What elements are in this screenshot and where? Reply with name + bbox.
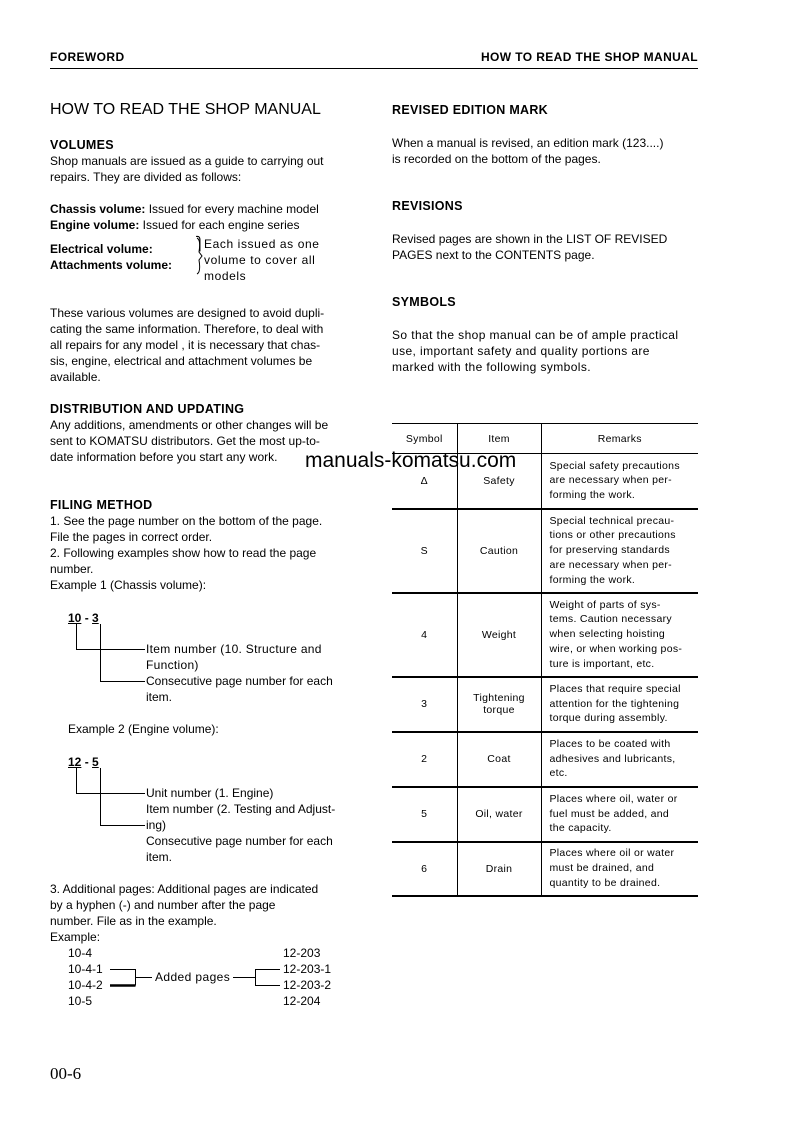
text-line: forming the work. — [549, 489, 636, 502]
text-line: marked with the following symbols. — [392, 360, 592, 374]
text-line: Places where oil, water or — [549, 792, 678, 805]
text-line: Safety — [483, 474, 515, 487]
example2-unit: 12 — [68, 755, 82, 769]
text-line: are necessary when per- — [549, 558, 672, 571]
text-line: 10-4-1 — [68, 962, 103, 976]
remarks-cell — [541, 787, 698, 842]
text-line: date information before you start any work. — [50, 450, 278, 464]
header-remarks: Remarks — [541, 424, 698, 454]
text-line: Weight of parts of sys- — [549, 598, 661, 611]
symbol-cell: 6 — [421, 862, 428, 875]
filing-heading: FILING METHOD — [50, 498, 153, 512]
text-line: for preserving standards — [549, 544, 670, 557]
brace-icon: ⎫ — [195, 237, 205, 252]
table-row — [392, 732, 698, 787]
text-line: Item number (2. Testing and Adjust- — [146, 802, 336, 816]
example1-page: 3 — [92, 611, 99, 625]
text-line: File the pages in correct order. — [50, 530, 213, 544]
table-row — [392, 842, 698, 896]
text-line: Tightening — [473, 692, 525, 704]
text-line: all repairs for any model , it is necessary that chas- — [50, 338, 321, 352]
text-line: Places that require special — [549, 682, 681, 695]
text-line: Shop manuals are issued as a guide to carrying out — [50, 154, 324, 168]
text-line: Special technical precau- — [549, 514, 675, 527]
text-line: Function) — [146, 658, 199, 672]
symbols-table — [392, 423, 698, 897]
watermark: manuals-komatsu.com — [305, 449, 517, 472]
revised-heading: REVISED EDITION MARK — [392, 103, 549, 117]
item-cell — [457, 732, 541, 787]
header-manual-title: HOW TO READ THE SHOP MANUAL — [480, 50, 698, 64]
symbol-cell: 4 — [421, 628, 428, 641]
header-item: Item — [457, 424, 541, 454]
header-symbol: Symbol — [405, 432, 443, 445]
symbols-text — [392, 327, 698, 375]
text-line: repairs. They are divided as follows: — [50, 170, 242, 184]
text-line: Places where oil or water — [549, 847, 675, 860]
remarks-cell — [541, 593, 698, 677]
text-line: Example: — [50, 930, 101, 944]
distribution-heading: DISTRIBUTION AND UPDATING — [50, 402, 245, 416]
symbols-heading: SYMBOLS — [392, 295, 456, 309]
connector-line — [101, 624, 146, 682]
item-cell — [457, 593, 541, 677]
text-line: Consecutive page number for each — [146, 674, 333, 688]
remarks-cell — [541, 454, 698, 509]
connector-line — [101, 768, 146, 826]
connector-line — [256, 970, 281, 986]
text-line: cating the same information. Therefore, to deal with — [50, 322, 324, 336]
text-line: sis, engine, electrical and attachment volumes be — [50, 354, 313, 368]
text-line: sent to KOMATSU distributors. Get the most up-to- — [50, 434, 320, 448]
remarks-cell — [541, 677, 698, 732]
text-line: volume to cover all — [204, 253, 316, 267]
text-line: forming the work. — [549, 573, 636, 586]
text-line: 1. See the page number on the bottom of the page. — [50, 514, 323, 528]
text-line: the capacity. — [549, 822, 612, 835]
text-line: available. — [50, 370, 101, 384]
text-line: is recorded on the bottom of the pages. — [392, 152, 601, 166]
revised-text — [392, 135, 698, 167]
item-cell — [457, 509, 541, 593]
page-number: 00-6 — [50, 1064, 82, 1083]
text-line: Consecutive page number for each — [146, 834, 333, 848]
text-line: Any additions, amendments or other changes will be — [50, 418, 329, 432]
text-line: wire, or when working pos- — [549, 642, 683, 655]
added-pages-label: Added pages — [155, 970, 231, 984]
table-row — [392, 677, 698, 732]
symbol-cell: 2 — [421, 753, 428, 765]
text-line: attention for the tightening — [549, 697, 680, 710]
table-row — [392, 509, 698, 593]
text-line: Places to be coated with — [549, 737, 671, 750]
text-line: 12-204 — [283, 994, 321, 1008]
text-line: 10-4 — [68, 946, 93, 960]
text-line: use, important safety and quality portions are — [392, 344, 650, 358]
symbol-cell: 5 — [421, 808, 428, 820]
text-line: Weight — [481, 628, 517, 641]
text-line: Each issued as one — [204, 237, 320, 251]
text-line: item. — [146, 690, 173, 704]
item-cell — [457, 842, 541, 896]
attachments-label: Attachments volume: — [50, 258, 173, 272]
text-line: Coat — [487, 753, 511, 765]
example2-sep: - — [81, 755, 93, 769]
text-line: 12-203 — [283, 946, 321, 960]
text-line: 12-203-2 — [283, 978, 332, 992]
symbol-cell: S — [420, 544, 428, 557]
text-line: 12-203-1 — [283, 962, 332, 976]
text-line: must be drained, and — [549, 862, 655, 875]
text-line: models — [204, 269, 247, 283]
connector-line — [77, 624, 146, 650]
text-line: tems. Caution necessary — [549, 613, 672, 626]
symbol-cell: 3 — [421, 698, 428, 710]
connector-line — [77, 768, 146, 794]
text-line: by a hyphen (-) and number after the page — [50, 898, 276, 912]
text-line: tions or other precautions — [549, 529, 676, 542]
example1-sep: - — [81, 611, 93, 625]
remarks-cell — [541, 509, 698, 593]
symbol-cell: Δ — [420, 474, 428, 487]
volumes-heading: VOLUMES — [50, 138, 114, 152]
text-line: 10-5 — [68, 994, 93, 1008]
text-line: number. File as in the example. — [50, 914, 217, 928]
text-line: Example 1 (Chassis volume): — [50, 578, 207, 592]
text-line: Drain — [485, 862, 513, 875]
example2-label: Example 2 (Engine volume): — [68, 722, 219, 736]
text-line: quantity to be drained. — [549, 876, 661, 889]
table-row — [392, 787, 698, 842]
text-line: fuel must be added, and — [549, 807, 670, 820]
text-line: are necessary when per- — [549, 474, 672, 487]
page-title: HOW TO READ THE SHOP MANUAL — [50, 101, 321, 118]
text-line: Special safety precautions — [549, 459, 680, 472]
text-line: torque during assembly. — [549, 712, 668, 725]
example1-item: 10 — [68, 611, 82, 625]
text-line: 3. Additional pages: Additional pages are indicated — [50, 882, 319, 896]
remarks-cell — [541, 842, 698, 896]
header-section-label: FOREWORD — [50, 50, 125, 64]
example2-page: 5 — [92, 755, 99, 769]
revisions-heading: REVISIONS — [392, 199, 463, 213]
engine-text: Issued for each engine series — [139, 218, 300, 232]
table-row — [392, 593, 698, 677]
revisions-text — [392, 231, 698, 263]
text-line: Revised pages are shown in the LIST OF REVISED — [392, 232, 668, 246]
text-line: when selecting hoisting — [549, 628, 665, 641]
text-line: So that the shop manual can be of ample practical — [392, 328, 679, 342]
engine-label: Engine volume: — [50, 218, 140, 232]
item-cell — [457, 677, 541, 732]
text-line: Oil, water — [475, 808, 523, 820]
chassis-label: Chassis volume: — [50, 202, 146, 216]
electrical-label: Electrical volume: — [50, 242, 153, 256]
connector-line — [110, 970, 136, 986]
text-line: PAGES next to the CONTENTS page. — [392, 248, 595, 262]
text-line: Unit number (1. Engine) — [146, 786, 274, 800]
item-cell — [457, 787, 541, 842]
text-line: 10-4-2 — [68, 978, 103, 992]
chassis-text: Issued for every machine model — [145, 202, 319, 216]
text-line: etc. — [549, 767, 568, 780]
text-line: adhesives and lubricants, — [549, 752, 676, 765]
text-line: Item number (10. Structure and — [146, 642, 322, 656]
text-line: 2. Following examples show how to read the page — [50, 546, 317, 560]
text-line: ing) — [146, 818, 167, 832]
text-line: ture is important, etc. — [549, 657, 655, 670]
text-line: torque — [483, 704, 515, 716]
text-line: item. — [146, 850, 173, 864]
text-line: When a manual is revised, an edition mark (123....) — [392, 136, 664, 150]
remarks-cell — [541, 732, 698, 787]
text-line: These various volumes are designed to avoid dupli- — [50, 306, 325, 320]
text-line: Caution — [479, 544, 519, 557]
text-line: number. — [50, 562, 94, 576]
